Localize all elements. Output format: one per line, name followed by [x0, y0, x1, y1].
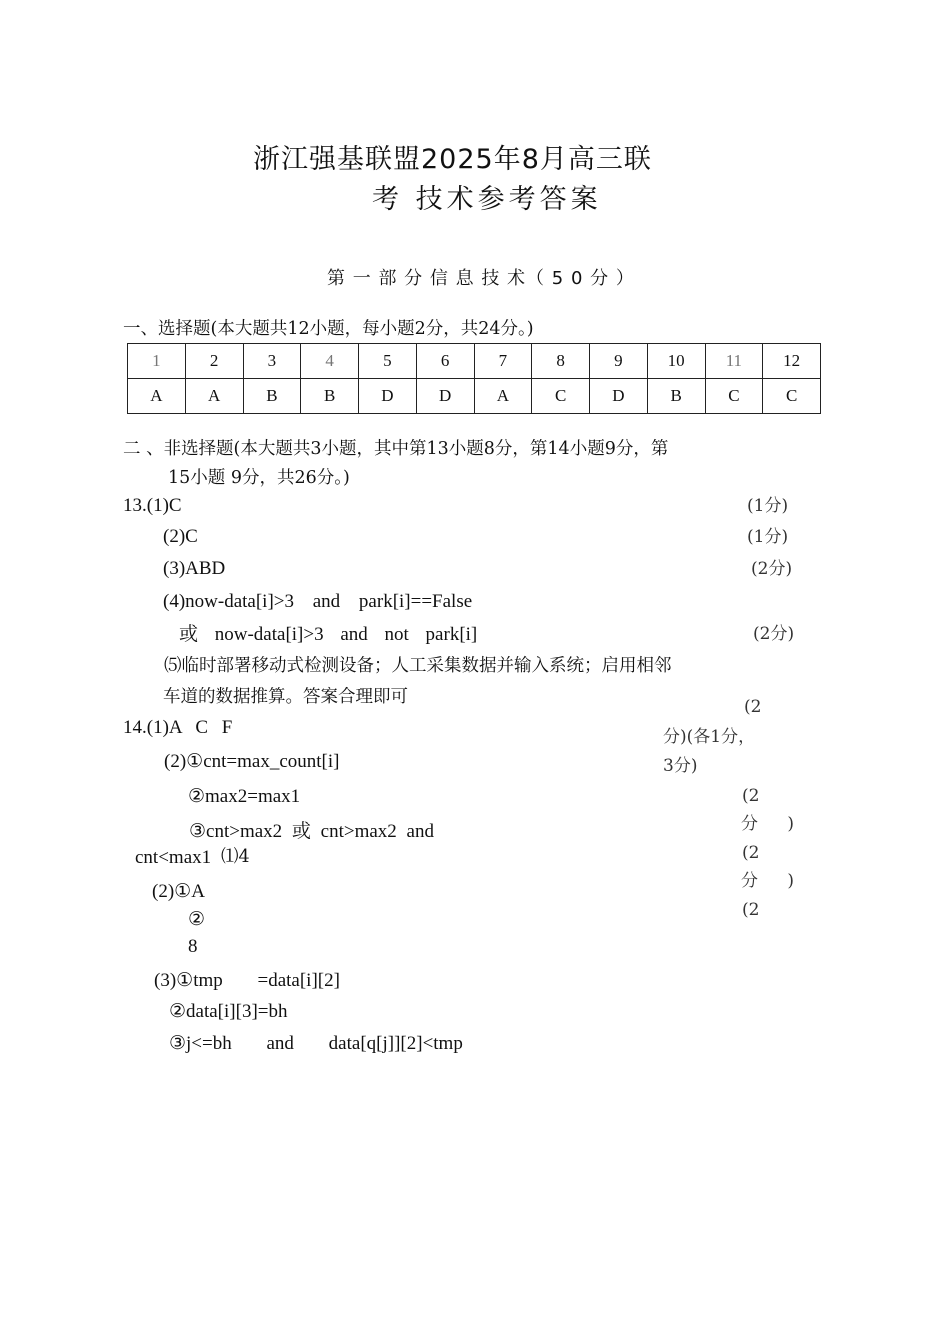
answer-cell: C: [763, 379, 821, 414]
answer-table-number-row: [128, 344, 821, 379]
q14-answer-1: 14.(1)A C F: [123, 717, 233, 738]
q14-b-answer-2-1: (2)①A: [152, 881, 205, 902]
section2-heading-line2: 15小题 9分，共26分。): [168, 468, 350, 488]
q13-mark-4: (2分): [753, 624, 795, 644]
answer-cell: A: [474, 379, 532, 414]
question-number-cell: 10: [647, 344, 705, 379]
q13-answer-1: 13.(1)C: [123, 495, 182, 516]
answer-cell: B: [243, 379, 301, 414]
q14-b-answer-3-3: ③j<=bh and data[q[j]][2]<tmp: [169, 1033, 463, 1054]
question-number-cell: 3: [243, 344, 301, 379]
answer-cell: B: [647, 379, 705, 414]
answer-cell: C: [532, 379, 590, 414]
q13-answer-2: (2)C: [163, 526, 198, 547]
question-number-cell: 2: [185, 344, 243, 379]
question-number-cell: 12: [763, 344, 821, 379]
q13-mark-3: (2分): [751, 559, 793, 579]
question-number-cell: 1: [128, 344, 186, 379]
question-number-cell: 9: [590, 344, 648, 379]
q13-answer-4-line2: 或 now-data[i]>3 and not park[i]: [179, 624, 478, 645]
q14-b-answer-2-2: ②: [188, 909, 206, 930]
question-number-cell: 7: [474, 344, 532, 379]
q14-mark-2-1a: (2: [742, 786, 760, 806]
question-number-cell: 5: [359, 344, 417, 379]
question-number-cell: 8: [532, 344, 590, 379]
q14-mark-2-2b: 分 ): [741, 871, 795, 891]
doc-title-line2: 考 技术参考答案: [372, 184, 602, 215]
doc-title-line1: 浙江强基联盟2025年8月高三联: [253, 144, 652, 175]
q14-answer-2-3: ③cnt>max2 或 cnt>max2 and: [189, 821, 434, 842]
q13-mark-1: (1分): [747, 496, 789, 516]
answer-cell: D: [416, 379, 474, 414]
q14-b-answer-3-1: (3)①tmp =data[i][2]: [154, 970, 340, 991]
question-number-cell: 6: [416, 344, 474, 379]
q13-answer-3: (3)ABD: [163, 558, 226, 579]
q14-mark-1-line1: (2: [744, 697, 762, 717]
answer-cell: D: [359, 379, 417, 414]
q14-answer-2-3b: cnt<max1: [135, 847, 212, 868]
answer-cell: B: [301, 379, 359, 414]
q14-mark-2-1b: 分 ): [741, 814, 795, 834]
q14-mark-1-line2: 分)(各1分，: [663, 727, 756, 747]
question-number-cell: 11: [705, 344, 763, 379]
q14-mark-1-line3: 3分): [663, 756, 698, 776]
q14-mark-2-2a: (2: [742, 843, 760, 863]
answer-cell: A: [185, 379, 243, 414]
q14-answer-2-1: (2)①cnt=max_count[i]: [164, 751, 340, 772]
answer-cell: D: [590, 379, 648, 414]
q13-answer-4-line1: (4)now-data[i]>3 and park[i]==False: [163, 591, 473, 612]
q14-answer-2-2: ②max2=max1: [188, 786, 301, 807]
question-number-cell: 4: [301, 344, 359, 379]
section1-heading: 一、选择题(本大题共12小题，每小题2分，共24分。): [123, 319, 534, 339]
q13-answer-5-line1: ⑸临时部署移动式检测设备；人工采集数据并输入系统；启用相邻: [164, 656, 672, 676]
q14-answer-2-3c: ⑴4: [221, 847, 250, 867]
part-title: 第 一 部 分 信 息 技 术（ 5 0 分 ）: [327, 268, 635, 289]
q14-b-answer-2-3: 8: [188, 936, 198, 957]
q14-mark-2-3a: (2: [742, 900, 760, 920]
answer-table-answer-row: [128, 379, 821, 414]
q13-answer-5-line2: 车道的数据推算。答案合理即可: [163, 687, 408, 707]
q13-mark-2: (1分): [747, 527, 789, 547]
answer-cell: A: [128, 379, 186, 414]
answer-table: [127, 343, 821, 414]
answer-cell: C: [705, 379, 763, 414]
q14-b-answer-3-2: ②data[i][3]=bh: [169, 1001, 288, 1022]
section2-heading-line1: 二 、非选择题(本大题共3小题，其中第13小题8分，第14小题9分，第: [123, 439, 669, 459]
